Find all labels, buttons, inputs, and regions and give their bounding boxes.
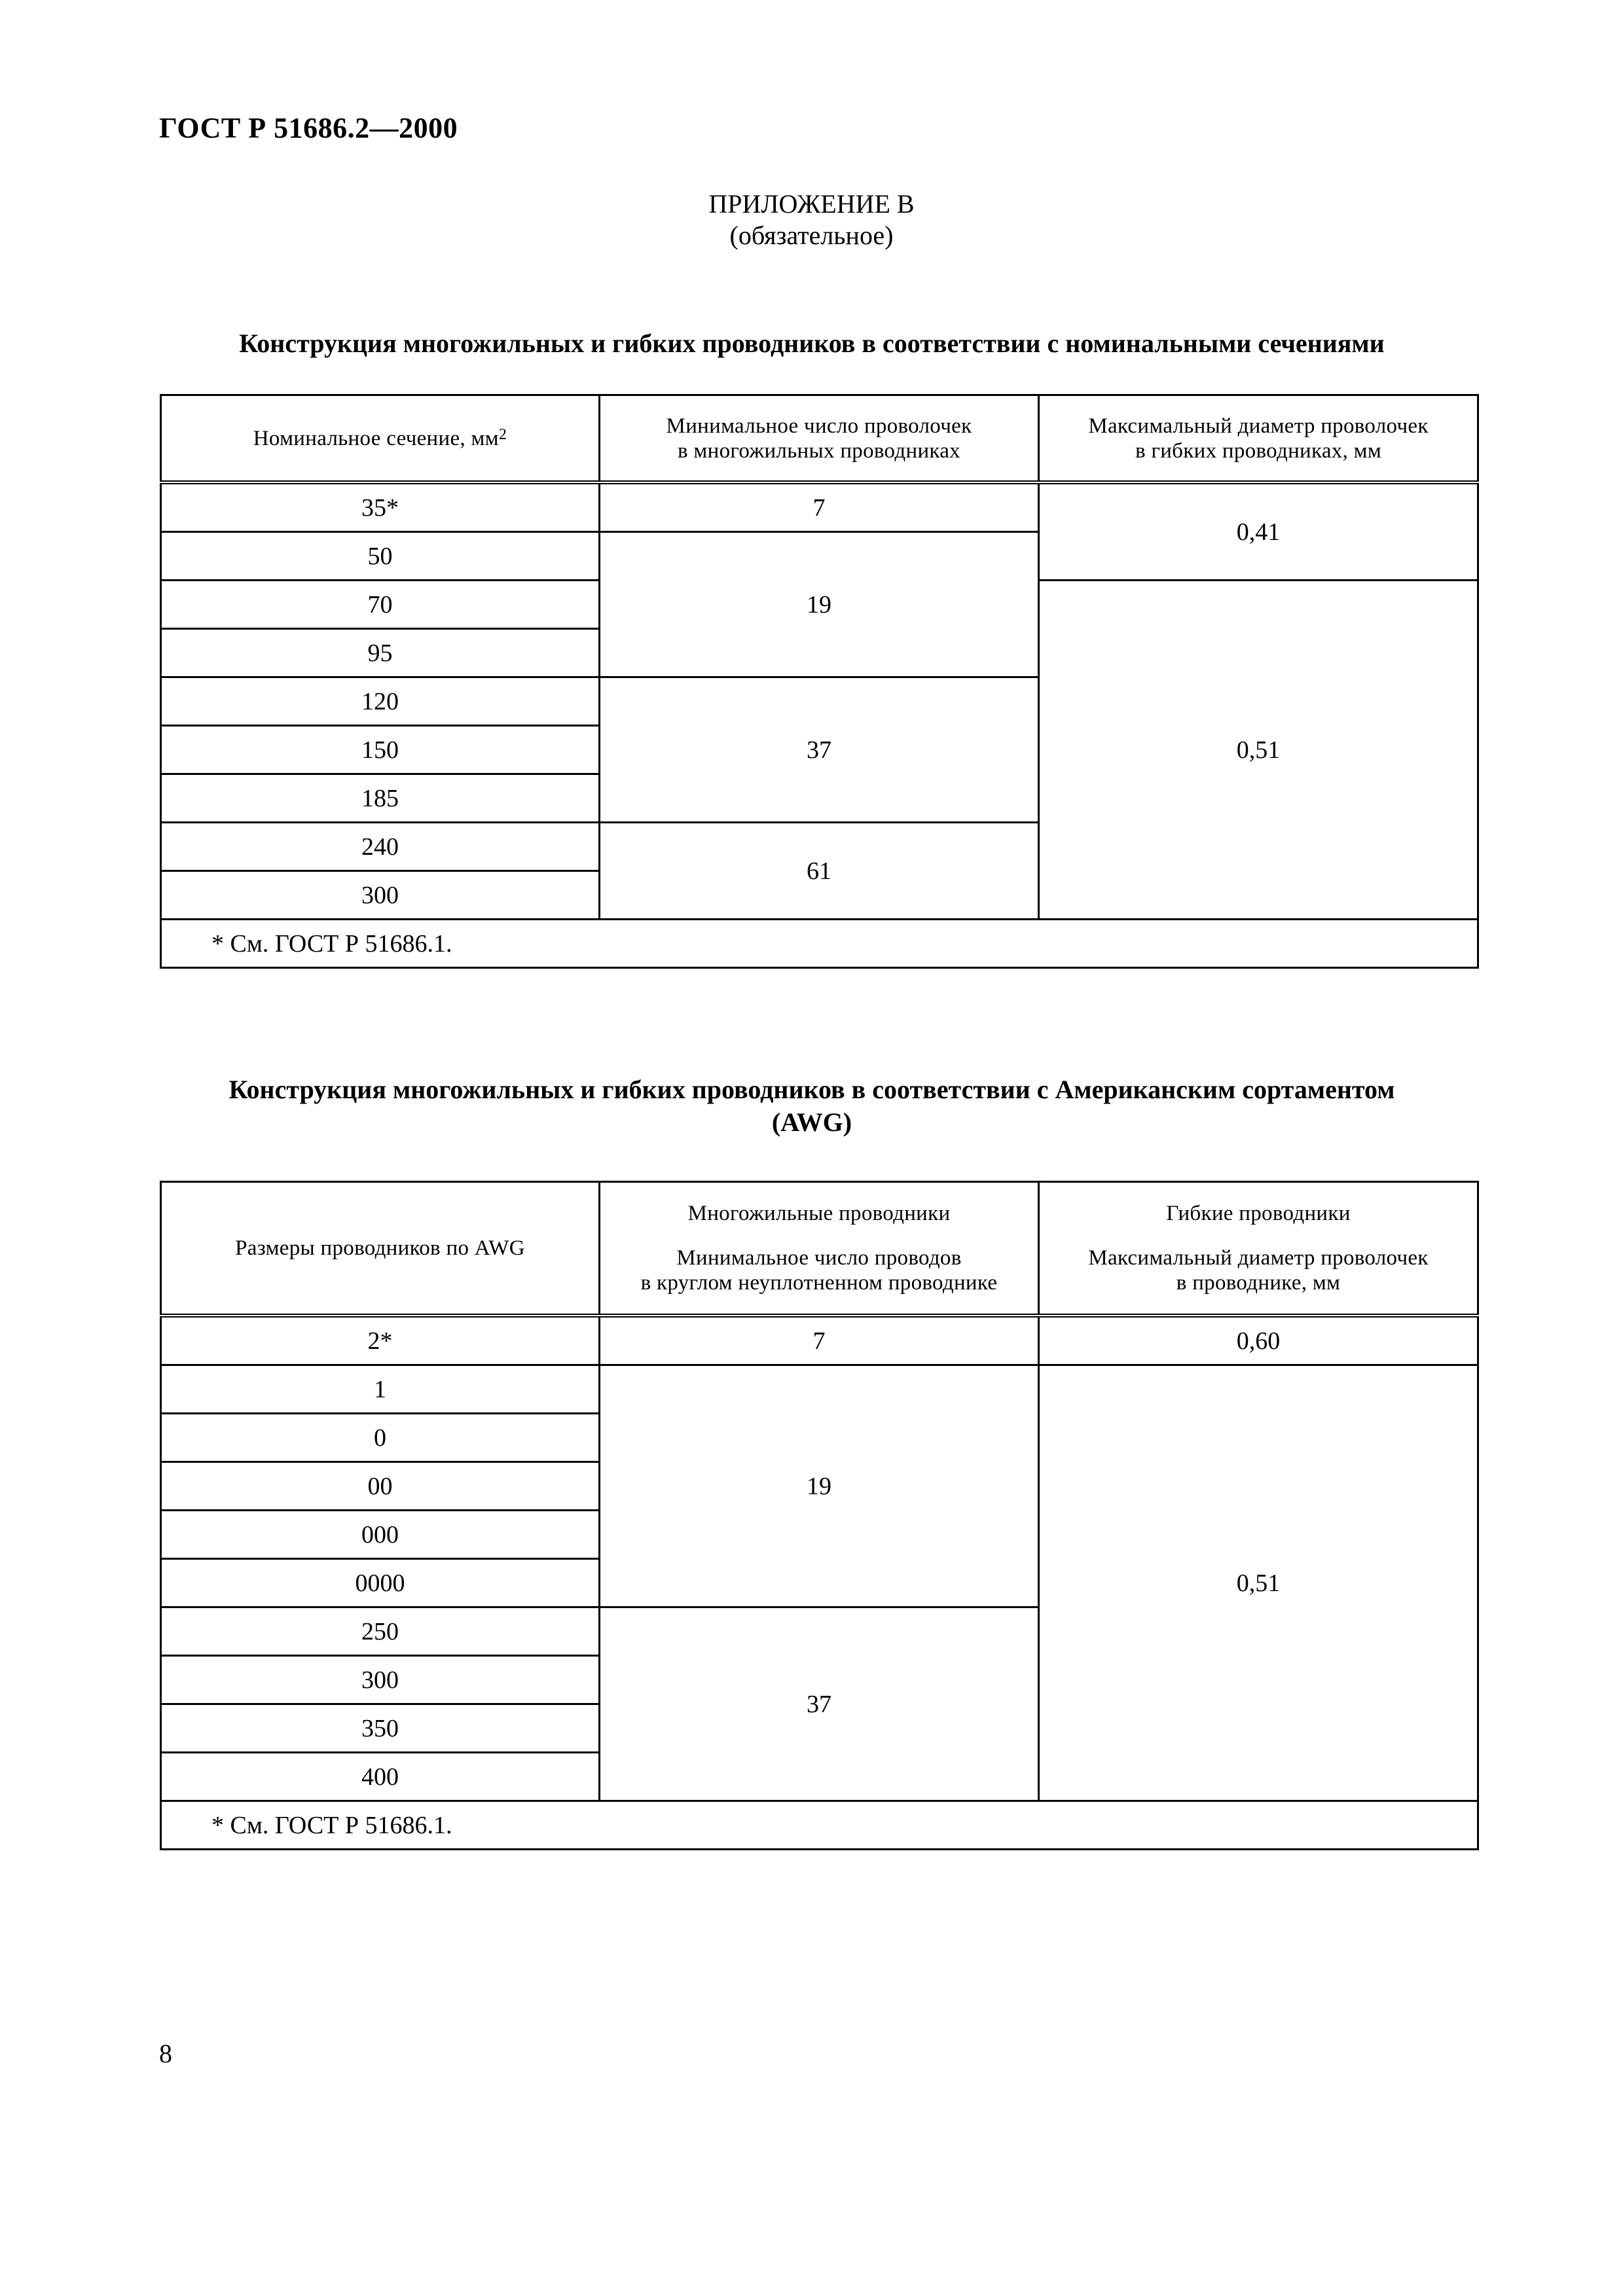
header-line: Максимальный диаметр проволочек: [1088, 414, 1429, 438]
min-wires-cell: 7: [600, 1316, 1039, 1365]
appendix-status: (обязательное): [729, 221, 894, 250]
max-diameter-cell: 0,41: [1039, 482, 1478, 581]
header-title: Многожильные проводники: [687, 1202, 951, 1225]
section-cell: 50: [161, 532, 600, 581]
table2-header-flexible: [1039, 1182, 1478, 1316]
table-nominal-sections: [160, 394, 1479, 969]
table2-note-row: [161, 1801, 1478, 1850]
table2-header-row: [161, 1182, 1478, 1316]
section-cell: 95: [161, 629, 600, 677]
header-line: Минимальное число проволочек: [666, 414, 972, 438]
document-code: ГОСТ Р 51686.2—2000: [159, 112, 458, 144]
table-row: [161, 1365, 1478, 1414]
table2-title-line: Конструкция многожильных и гибких проводников в соответствии с Американским сортаментом: [228, 1075, 1395, 1104]
header-title: Гибкие проводники: [1166, 1202, 1351, 1225]
header-section-sup: 2: [498, 425, 507, 443]
min-wires-cell: 7: [600, 482, 1039, 532]
header-line: в гибких проводниках, мм: [1135, 439, 1382, 463]
awg-size-cell: 0000: [161, 1559, 600, 1607]
header-line: в проводнике, мм: [1176, 1271, 1341, 1295]
header-line: Минимальное число проводов: [676, 1246, 962, 1270]
awg-size-cell: 300: [161, 1656, 600, 1704]
awg-size-cell: 1: [161, 1365, 600, 1414]
table1-header-min-wires: [600, 395, 1039, 483]
max-diameter-cell: 0,60: [1039, 1316, 1478, 1365]
appendix-heading: [0, 188, 1623, 251]
table2-title-line: (AWG): [771, 1107, 852, 1137]
table-note: * См. ГОСТ Р 51686.1.: [161, 1801, 1478, 1850]
header-section-text: Номинальное сечение, мм: [253, 426, 499, 450]
awg-size-cell: 350: [161, 1704, 600, 1753]
table2-header-stranded: [600, 1182, 1039, 1316]
table-row: [161, 482, 1478, 532]
max-diameter-cell: 0,51: [1039, 581, 1478, 920]
table2-title: [164, 1073, 1460, 1139]
table1-header-section: [161, 395, 600, 483]
table-awg: [160, 1181, 1479, 1850]
section-cell: 150: [161, 726, 600, 774]
awg-size-cell: 000: [161, 1511, 600, 1559]
section-cell: 300: [161, 871, 600, 920]
section-cell: 240: [161, 823, 600, 871]
header-line: Максимальный диаметр проволочек: [1088, 1246, 1429, 1270]
awg-size-cell: 250: [161, 1607, 600, 1656]
table1-header-row: [161, 395, 1478, 483]
min-wires-cell: 19: [600, 1365, 1039, 1607]
section-cell: 185: [161, 774, 600, 823]
table-row: [161, 1316, 1478, 1365]
min-wires-cell: 61: [600, 823, 1039, 920]
header-line: в многожильных проводниках: [678, 439, 960, 463]
awg-size-cell: 00: [161, 1462, 600, 1511]
awg-size-cell: 0: [161, 1414, 600, 1462]
table1-header-max-diameter: [1039, 395, 1478, 483]
table1-title: Конструкция многожильных и гибких проводников в соответствии с номинальными сечениями: [239, 329, 1385, 358]
section-cell: 35*: [161, 482, 600, 532]
table-note: * См. ГОСТ Р 51686.1.: [161, 920, 1478, 968]
section-cell: 70: [161, 581, 600, 629]
header-line: в круглом неуплотненном проводнике: [640, 1271, 998, 1295]
max-diameter-cell: 0,51: [1039, 1365, 1478, 1801]
min-wires-cell: 37: [600, 1607, 1039, 1801]
section-cell: 120: [161, 677, 600, 726]
awg-size-cell: 2*: [161, 1316, 600, 1365]
min-wires-cell: 19: [600, 532, 1039, 677]
awg-size-cell: 400: [161, 1753, 600, 1801]
table1-note-row: [161, 920, 1478, 968]
min-wires-cell: 37: [600, 677, 1039, 823]
page-number: 8: [159, 2039, 172, 2068]
appendix-title: ПРИЛОЖЕНИЕ В: [708, 189, 915, 219]
table2-header-awg-size: Размеры проводников по AWG: [161, 1182, 600, 1316]
